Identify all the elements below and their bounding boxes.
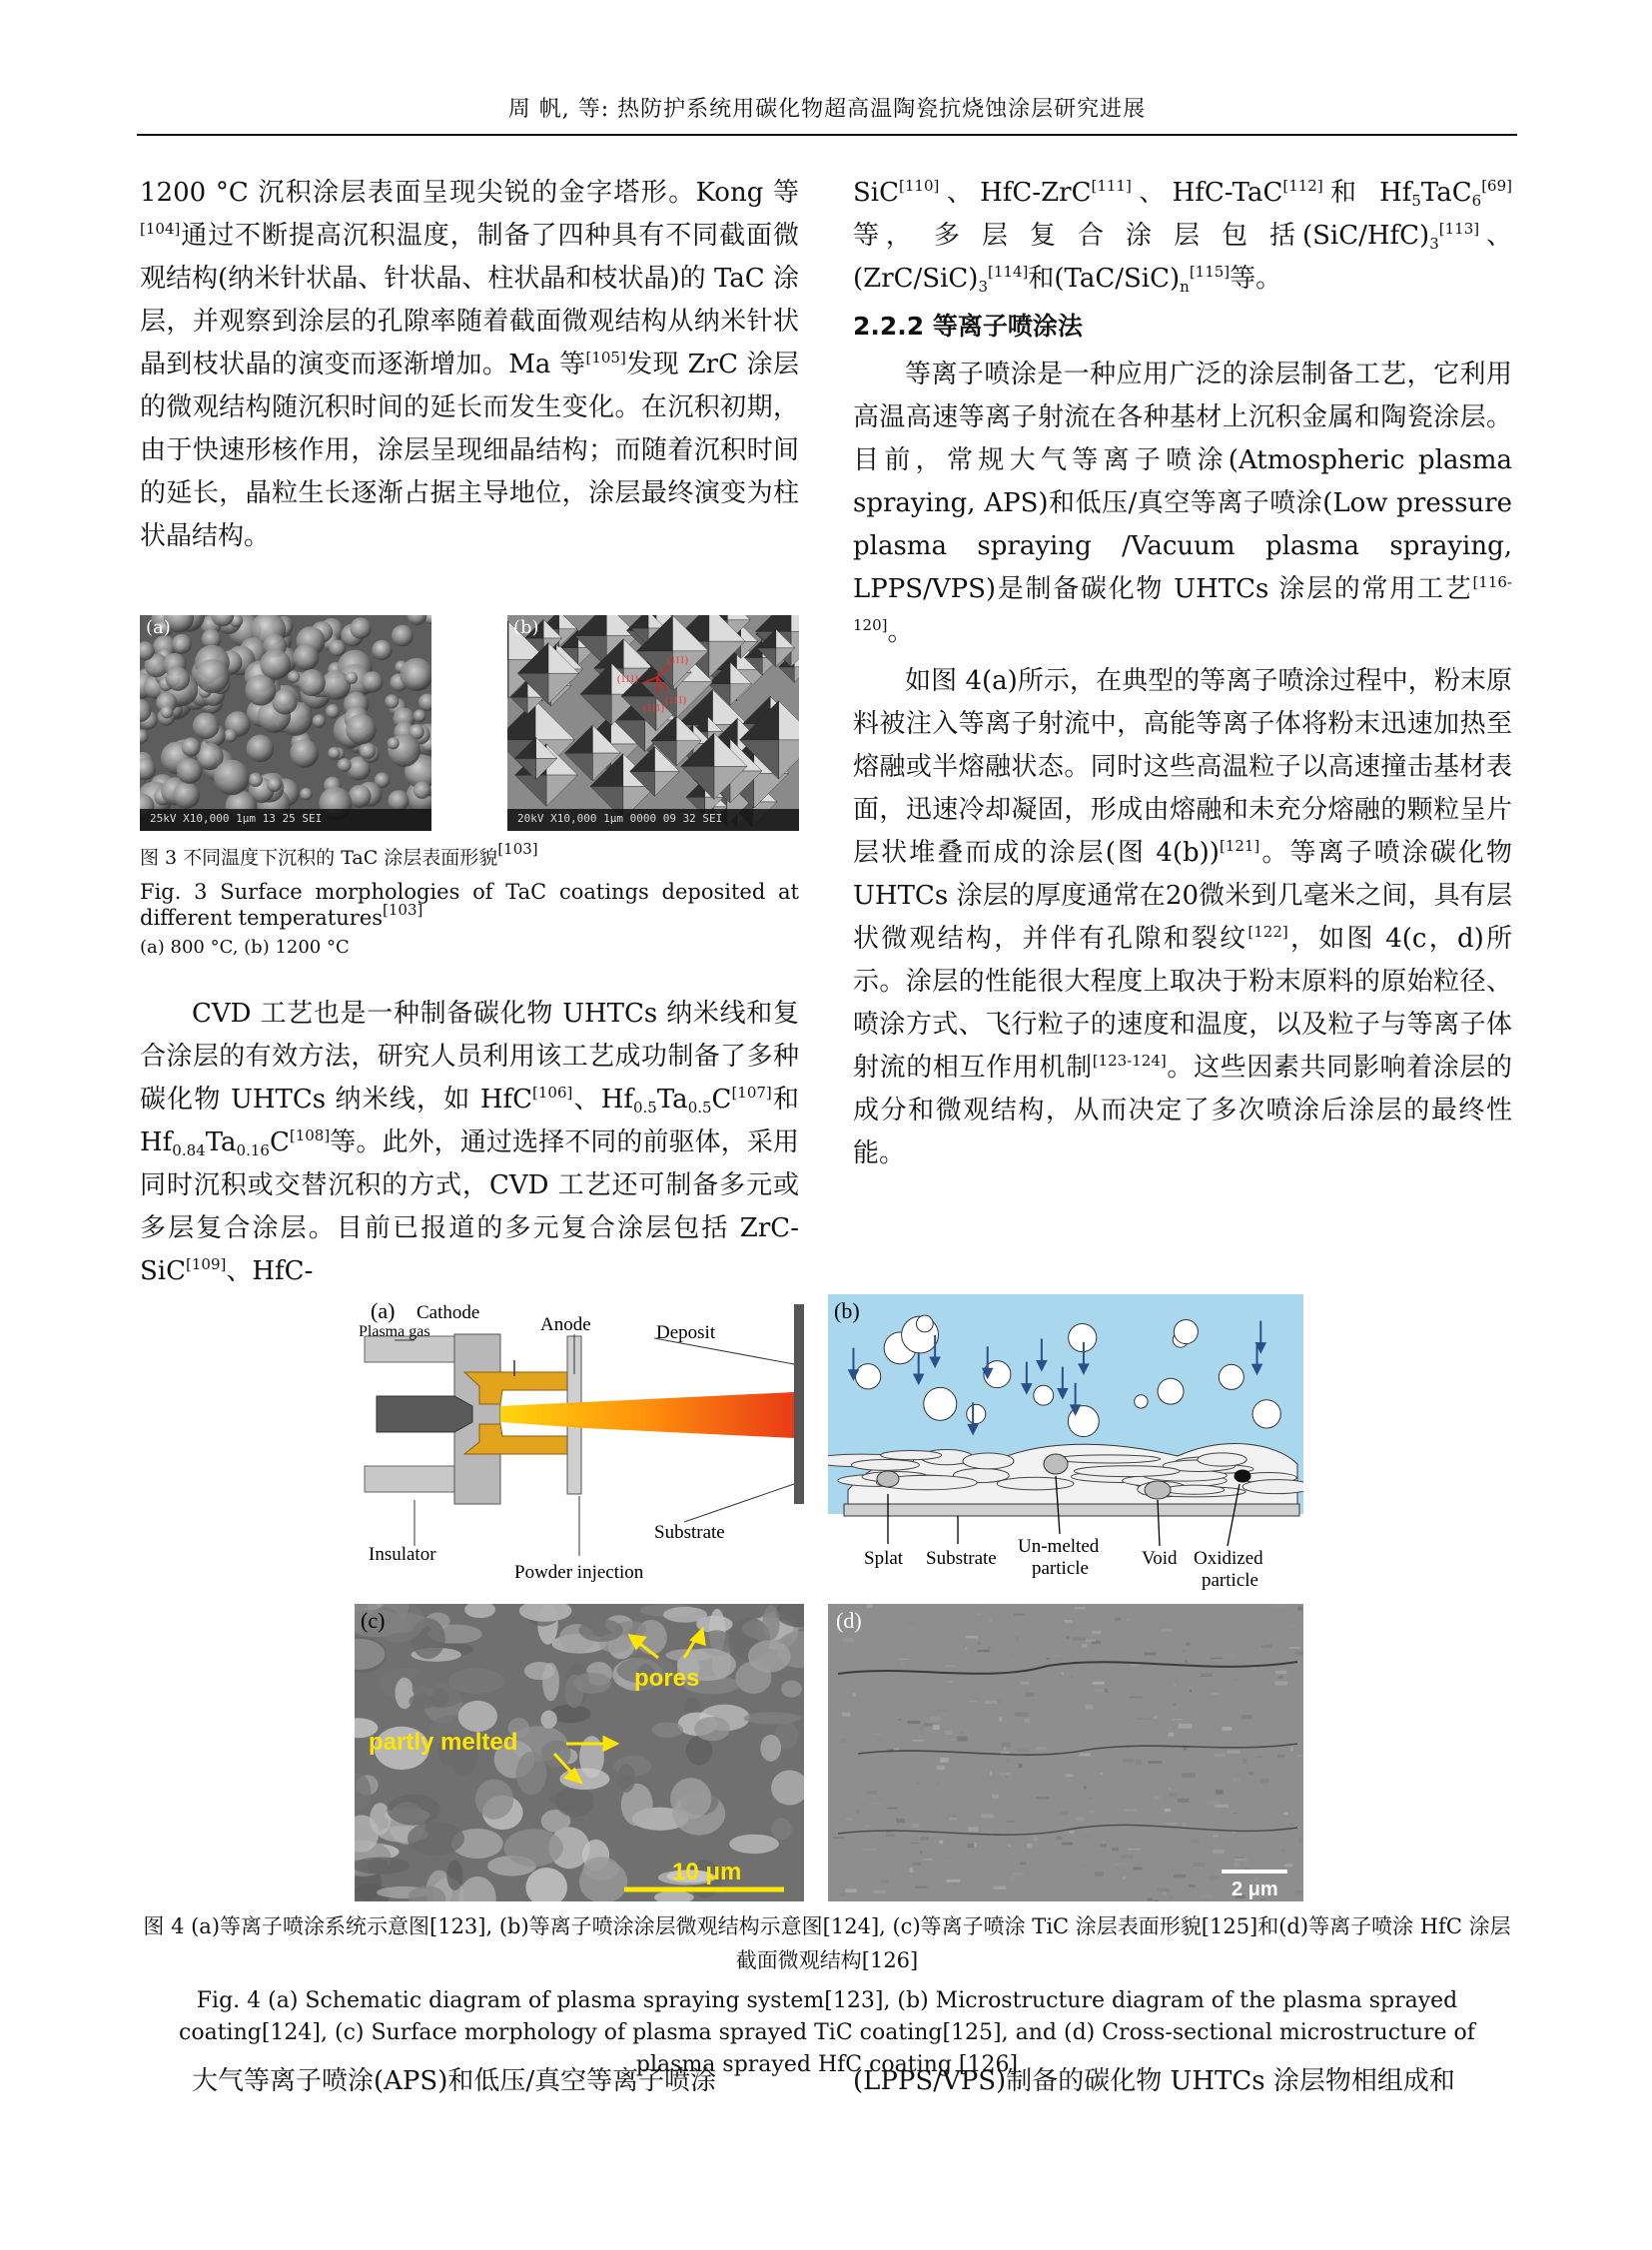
label-oxidized-1: Oxidized: [1194, 1548, 1263, 1569]
panel-label-b: (b): [513, 617, 539, 638]
figure-3-subcaption: (a) 800 °C, (b) 1200 °C: [140, 937, 350, 958]
bottom-left-line: 大气等离子喷涂(APS)和低压/真空等离子喷涂: [192, 2066, 717, 2096]
panel-label-4c: (c): [361, 1608, 386, 1633]
left-column: [140, 172, 799, 558]
label-void: Void: [1142, 1548, 1178, 1569]
label-unmelted-1: Un-melted: [1018, 1536, 1100, 1557]
sem-image-1200c: [507, 615, 799, 831]
header-rule: [137, 134, 1517, 136]
sem-meta-a: 25kV X10,000 1μm 13 25 SEI: [150, 812, 323, 825]
right-column: [853, 172, 1512, 1175]
label-powder-injection: Powder injection: [514, 1562, 644, 1583]
label-partly-melted: partly melted: [369, 1729, 518, 1756]
sem-texture-b: [507, 615, 799, 831]
miller-index-1: (111): [667, 655, 688, 666]
sem-hfc-texture: [828, 1604, 1303, 1901]
sem-hfc-cross-section: [828, 1604, 1303, 1901]
label-cathode: Cathode: [416, 1302, 480, 1323]
citation: [105]: [585, 349, 626, 367]
miller-index-3: (111): [665, 695, 686, 706]
sem-texture-a: [140, 615, 431, 831]
left-paragraph-2: CVD 工艺也是一种制备碳化物 UHTCs 纳米线和复合涂层的有效方法，研究人员利用该工艺成功制备了多种碳化物 UHTCs 纳米线，如 HfC[106]、$Hf_{0.5}Ta_{0.5}C[107]$和 $Hf_{0.84}Ta_{0.16}C[108]$等。此外，通过选择不同的前驱体，采用同时沉积或交替沉积的方式，CVD 工艺还可制备多元或多层复合涂层。目前已报道的多元复合涂层包括 ZrC-SiC[109]、HfC-: [140, 999, 799, 1286]
panel-label-4d: (d): [836, 1608, 862, 1633]
panel-label-4a: (a): [371, 1298, 396, 1323]
running-header: 周 帆, 等: 热防护系统用碳化物超高温陶瓷抗烧蚀涂层研究进展: [507, 97, 1147, 122]
schematic-drawing: [355, 1294, 804, 1594]
plasma-spray-schematic: [355, 1294, 804, 1594]
right-paragraph-2: 等离子喷涂是一种应用广泛的涂层制备工艺，它利用高温高速等离子射流在各种基材上沉积金属和陶瓷涂层。目前，常规大气等离子喷涂(Atmospheric plasma spraying, APS)和低压/真空等离子喷涂(Low pressure plasma spraying /Vacuum plasma spraying, LPPS/VPS)是制备碳化物 UHTCs 涂层的常用工艺[116-120]。: [853, 360, 1512, 647]
figure-4: [355, 1294, 1303, 1901]
figure-4-caption-en: Fig. 4 (a) Schematic diagram of plasma spraying system[123], (b) Microstructure diagram of the plasma sprayed coating[124], (c) Surface morphology of plasma sprayed TiC coating[125], and (d) Cross-sectional microstructure of plasma sprayed HfC coating [126]: [179, 1988, 1475, 2077]
citation: [104]: [140, 220, 181, 238]
left-column-lower: [140, 993, 799, 1293]
left-paragraph-1: 1200 °C 沉积涂层表面呈现尖锐的金字塔形。Kong 等[104]通过不断提高沉积温度，制备了四种具有不同截面微观结构(纳米针状晶、针状晶、柱状晶和枝状晶)的 TaC 涂层，并观察到涂层的孔隙率随着截面微观结构从纳米针状晶到枝状晶的演变而逐渐增加。Ma 等[105]发现 ZrC 涂层的微观结构随沉积时间的延长而发生变化。在沉积初期，由于快速形核作用，涂层呈现细晶结构；而随着沉积时间的延长，晶粒生长逐渐占据主导地位，涂层最终演变为柱状晶结构。: [140, 178, 800, 551]
label-unmelted-2: particle: [1032, 1558, 1089, 1579]
label-deposit: Deposit: [656, 1322, 716, 1343]
label-pores: pores: [634, 1665, 700, 1692]
figure-4-caption-cn: 图 4 (a)等离子喷涂系统示意图[123], (b)等离子喷涂涂层微观结构示意图[124], (c)等离子喷涂 TiC 涂层表面形貌[125]和(d)等离子喷涂 HfC 涂层截面微观结构[126]: [143, 1914, 1511, 1972]
label-substrate-b: Substrate: [926, 1548, 997, 1569]
microstructure-drawing: [828, 1294, 1303, 1594]
label-plasma-gas: Plasma gas: [359, 1323, 430, 1340]
figure-3-caption-cn: 图 3 不同温度下沉积的 TaC 涂层表面形貌[103]: [140, 840, 538, 869]
label-oxidized-2: particle: [1202, 1570, 1258, 1591]
coating-microstructure-schematic: [828, 1294, 1303, 1594]
panel-label-a: (a): [146, 617, 171, 638]
label-substrate-a: Substrate: [654, 1522, 725, 1543]
miller-index-2: (111): [617, 674, 638, 685]
right-paragraph-3: 如图 4(a)所示，在典型的等离子喷涂过程中，粉末原料被注入等离子射流中，高能等离子体将粉末迅速加热至熔融或半熔融状态。同时这些高温粒子以高速撞击基材表面，迅速冷却凝固，形成由熔融和未充分熔融的颗粒呈片层状堆叠而成的涂层(图 4(b))[121]。等离子喷涂碳化物 UHTCs 涂层的厚度通常在20微米到几毫米之间，具有层状微观结构，并伴有孔隙和裂纹[122]，如图 4(c，d)所示。涂层的性能很大程度上取决于粉末原料的原始粒径、喷涂方式、飞行粒子的速度和温度，以及粒子与等离子体射流的相互作用机制[123-124]。这些因素共同影响着涂层的成分和微观结构，从而决定了多次喷涂后涂层的最终性能。: [853, 666, 1512, 1168]
sem-tic-texture: [355, 1604, 804, 1901]
figure-3-caption-en: Fig. 3 Surface morphologies of TaC coatings deposited at different temperatures[103]: [140, 880, 799, 930]
bottom-right-line: (LPPS/VPS)制备的碳化物 UHTCs 涂层物相组成和: [853, 2066, 1455, 2096]
right-paragraph-1: SiC[110]、HfC-ZrC[111]、HfC-TaC[112]和 $Hf_5TaC_6[69]$等， 多 层 复 合 涂 层 包 括$(SiC/HfC)_3[113]$、$(ZrC/SiC)_3[114]$和$(TaC/SiC)_n[115]$等。: [853, 177, 1512, 296]
label-insulator: Insulator: [369, 1544, 436, 1565]
label-splat: Splat: [864, 1548, 904, 1569]
sem-tic-surface: [355, 1604, 804, 1901]
scale-bar-2um: 2 μm: [1232, 1878, 1278, 1900]
panel-label-4b: (b): [834, 1298, 860, 1323]
miller-index-4: (111): [643, 703, 664, 714]
sem-image-800c: [140, 615, 431, 831]
section-heading-2-2-2: 2.2.2 等离子喷涂法: [853, 312, 1083, 341]
label-anode: Anode: [540, 1314, 591, 1335]
scale-bar-10um: 10 μm: [672, 1859, 742, 1885]
figure-3: [140, 615, 799, 961]
sem-meta-b: 20kV X10,000 1μm 0000 09 32 SEI: [517, 812, 723, 825]
